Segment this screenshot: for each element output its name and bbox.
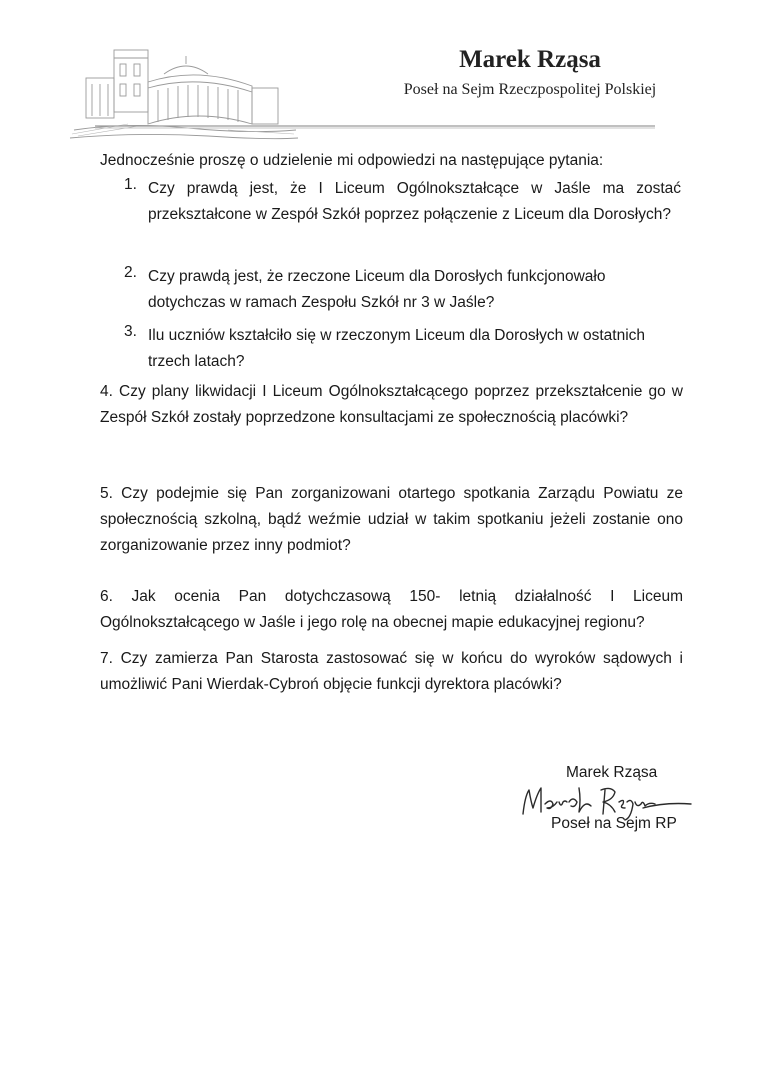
question-number: 3. xyxy=(124,323,137,340)
header-name: Marek Rząsa xyxy=(459,46,601,73)
question-text: Czy prawdą jest, że I Liceum Ogólnokształcące w Jaśle ma zostać przekształcone w Zespół Szkół poprzez połączenie z Liceum dla Dorosłych? xyxy=(148,180,681,223)
question-paragraph: 6. Jak ocenia Pan dotychczasową 150- letnią działalność I Liceum Ogólnokształcącego w Jaśle i jego rolę na obecnej mapie edukacyjnej regionu? xyxy=(100,588,683,631)
signatory-name: Marek Rząsa xyxy=(566,764,658,781)
signatory-title: Poseł na Sejm RP xyxy=(551,815,677,832)
question-number: 1. xyxy=(124,176,137,193)
question-text: Ilu uczniów kształciło się w rzeczonym Liceum dla Dorosłych w ostatnich trzech latach? xyxy=(148,327,646,370)
question-paragraph: 7. Czy zamierza Pan Starosta zastosować się w końcu do wyroków sądowych i umożliwić Pani Wierdak-Cybroń objęcie funkcji dyrektora placówki? xyxy=(100,650,683,693)
header-subtitle: Poseł na Sejm Rzeczpospolitej Polskiej xyxy=(403,81,657,98)
header-divider xyxy=(95,124,655,130)
question-text: Czy prawdą jest, że rzeczone Liceum dla Dorosłych funkcjonowało dotychczas w ramach Zespołu Szkół nr 3 w Jaśle? xyxy=(148,268,606,311)
intro-text: Jednocześnie proszę o udzielenie mi odpowiedzi na następujące pytania: xyxy=(100,152,604,169)
question-paragraph: 5. Czy podejmie się Pan zorganizowani otartego spotkania Zarządu Powiatu ze społecznością szkolną, bądź weźmie udział w takim spotkaniu jeżeli zostanie ono zorganizowanie przez inny podmiot? xyxy=(100,485,683,554)
question-number: 2. xyxy=(124,264,137,281)
question-paragraph: 4. Czy plany likwidacji I Liceum Ogólnokształcącego poprzez przekształcenie go w Zespół Szkół zostały poprzedzone konsultacjami ze społecznością placówki? xyxy=(100,383,683,426)
